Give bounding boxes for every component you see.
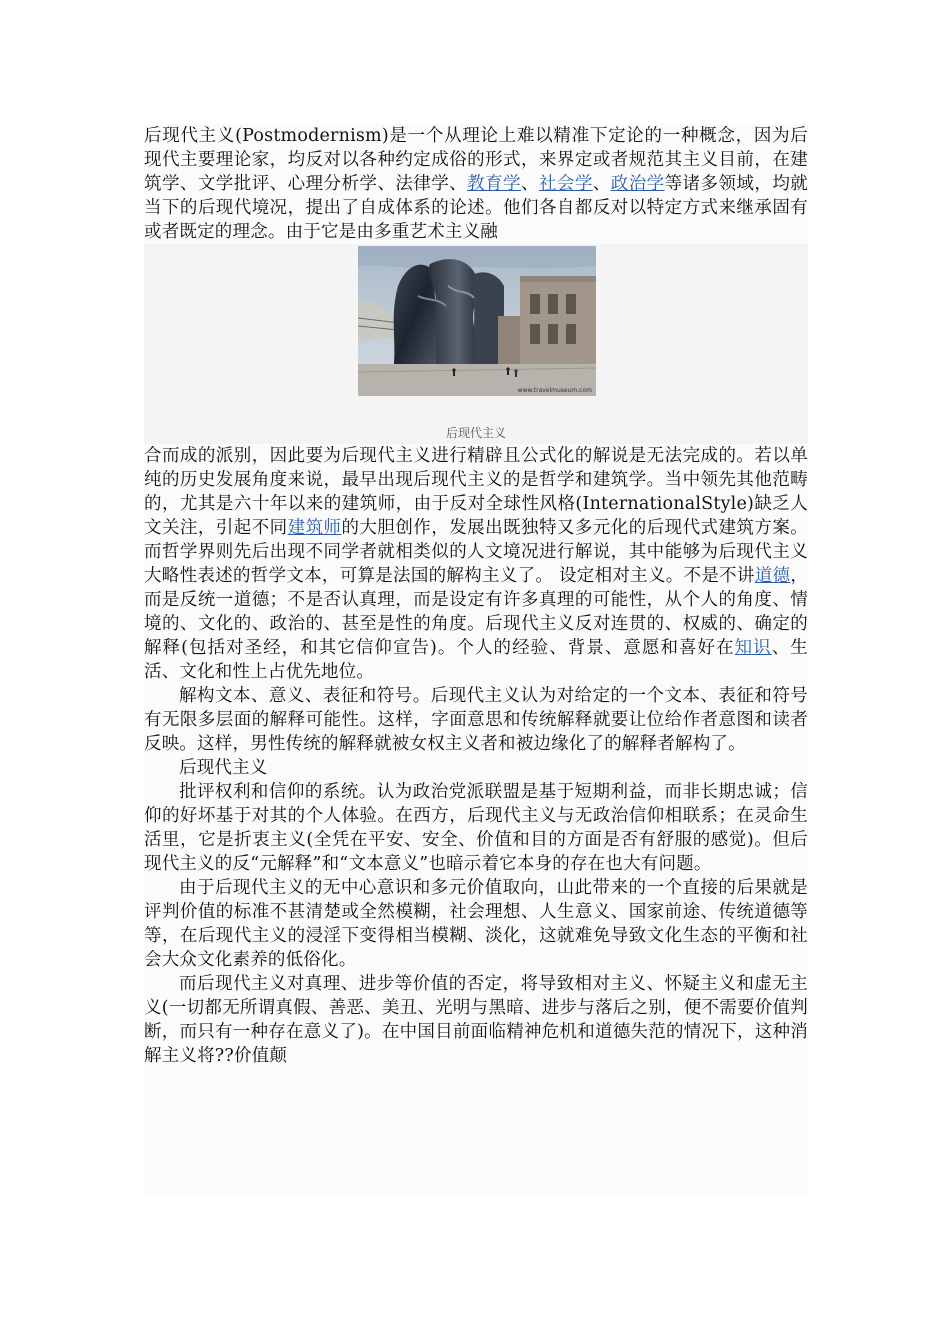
paragraph-consequences: 由于后现代主义的无中心意识和多元价值取向，山此带来的一个直接的后果就是评判价值的标准不甚清楚或全然模糊，社会理想、人生意义、国家前途、传统道德等等，在后现代主义的浸淫下变得相当模糊、淡化，这就难免导致文化生态的平衡和社会大众文化素养的低俗化。 (144, 878, 808, 970)
paragraph-critique: 批评权利和信仰的系统。认为政治党派联盟是基于短期利益，而非长期忠诚；信仰的好坏基于对其的个人体验。在西方，后现代主义与无政治信仰相联系；在灵命生活里，它是折衷主义(全凭在平安、安全、价值和目的方面是否有舒服的感觉)。但后现代主义的反“元解释”和“文本意义”也暗示着它本身的存在也大有问题。 (144, 782, 808, 874)
paragraph-text: 等诸多领域，均就当下的后现代境况，提出了自成体系的论述。他们各自都反对以特定方式来继承固有或者既定的理念。由于它是由多重艺术主义融 (144, 174, 808, 242)
link-politics[interactable]: 政治学 (610, 174, 665, 194)
separator: 、 (520, 174, 539, 194)
link-morality[interactable]: 道德 (754, 566, 791, 586)
link-education[interactable]: 教育学 (467, 174, 521, 194)
paragraph-intro (144, 124, 808, 244)
paragraph-text: 、生活、文化和性上占优先地位。 (144, 638, 808, 682)
link-sociology[interactable]: 社会学 (538, 174, 593, 194)
article-body (144, 124, 808, 1196)
link-architect[interactable]: 建筑师 (287, 518, 342, 538)
figure-caption: 后现代主义 (445, 426, 506, 440)
paragraph-text: 后现代主义(Postmodernism)是一个从理论上难以精准下定论的一种概念，因为后现代主要理论家，均反对以各种约定成俗的形式，来界定或者规范其主义目前，在建筑学、文学批评、心理分析学、法律学、 (144, 126, 808, 194)
paragraph-deconstruction: 解构文本、意义、表征和符号。后现代主义认为对给定的一个文本、表征和符号有无限多层面的解释可能性。这样，字面意思和传统解释就要让位给作者意图和读者反映。这样，男性传统的解释就被女权主义者和被边缘化了的解释者解构了。 (144, 686, 808, 754)
paragraph-text: ，而是反统一道德；不是否认真理，而是设定有许多真理的可能性，从个人的角度、情境的、文化的、政治的、甚至是性的角度。后现代主义反对连贯的、权威的、确定的解释(包括对圣经，和其它信仰宣告)。个人的经验、背景、意愿和喜好在 (144, 566, 809, 658)
photo-watermark: www.travelmuseum.com (517, 387, 592, 394)
paragraph-history (144, 444, 808, 684)
architecture-photo (358, 246, 596, 396)
paragraph-nihilism: 而后现代主义对真理、进步等价值的否定，将导致相对主义、怀疑主义和虚无主义(一切都无所谓真假、善恶、美丑、光明与黑暗、进步与落后之别，便不需要价值判断，而只有一种存在意义了)。在中国目前面临精神危机和道德失范的情况下，这种消解主义将??价值颠 (144, 974, 808, 1066)
separator: 、 (592, 174, 611, 194)
paragraph-text: 的大胆创作，发展出既独特又多元化的后现代式建筑方案。而哲学界则先后出现不同学者就相类似的人文境况进行解说，其中能够为后现代主义大略性表述的哲学文本，可算是法国的解构主义了。 设定相对主义。不是不讲 (144, 518, 808, 586)
section-heading: 后现代主义 (179, 758, 268, 778)
paragraph-text: 合而成的派别，因此要为后现代主义进行精辟且公式化的解说是无法完成的。若以单纯的历史发展角度来说，最早出现后现代主义的是哲学和建筑学。当中领先其他范畴的，尤其是六十年以来的建筑师，由于反对全球性风格(InternationalStyle)缺乏人文关注，引起不同 (144, 446, 808, 538)
link-knowledge[interactable]: 知识 (734, 638, 772, 658)
figure (144, 244, 808, 444)
